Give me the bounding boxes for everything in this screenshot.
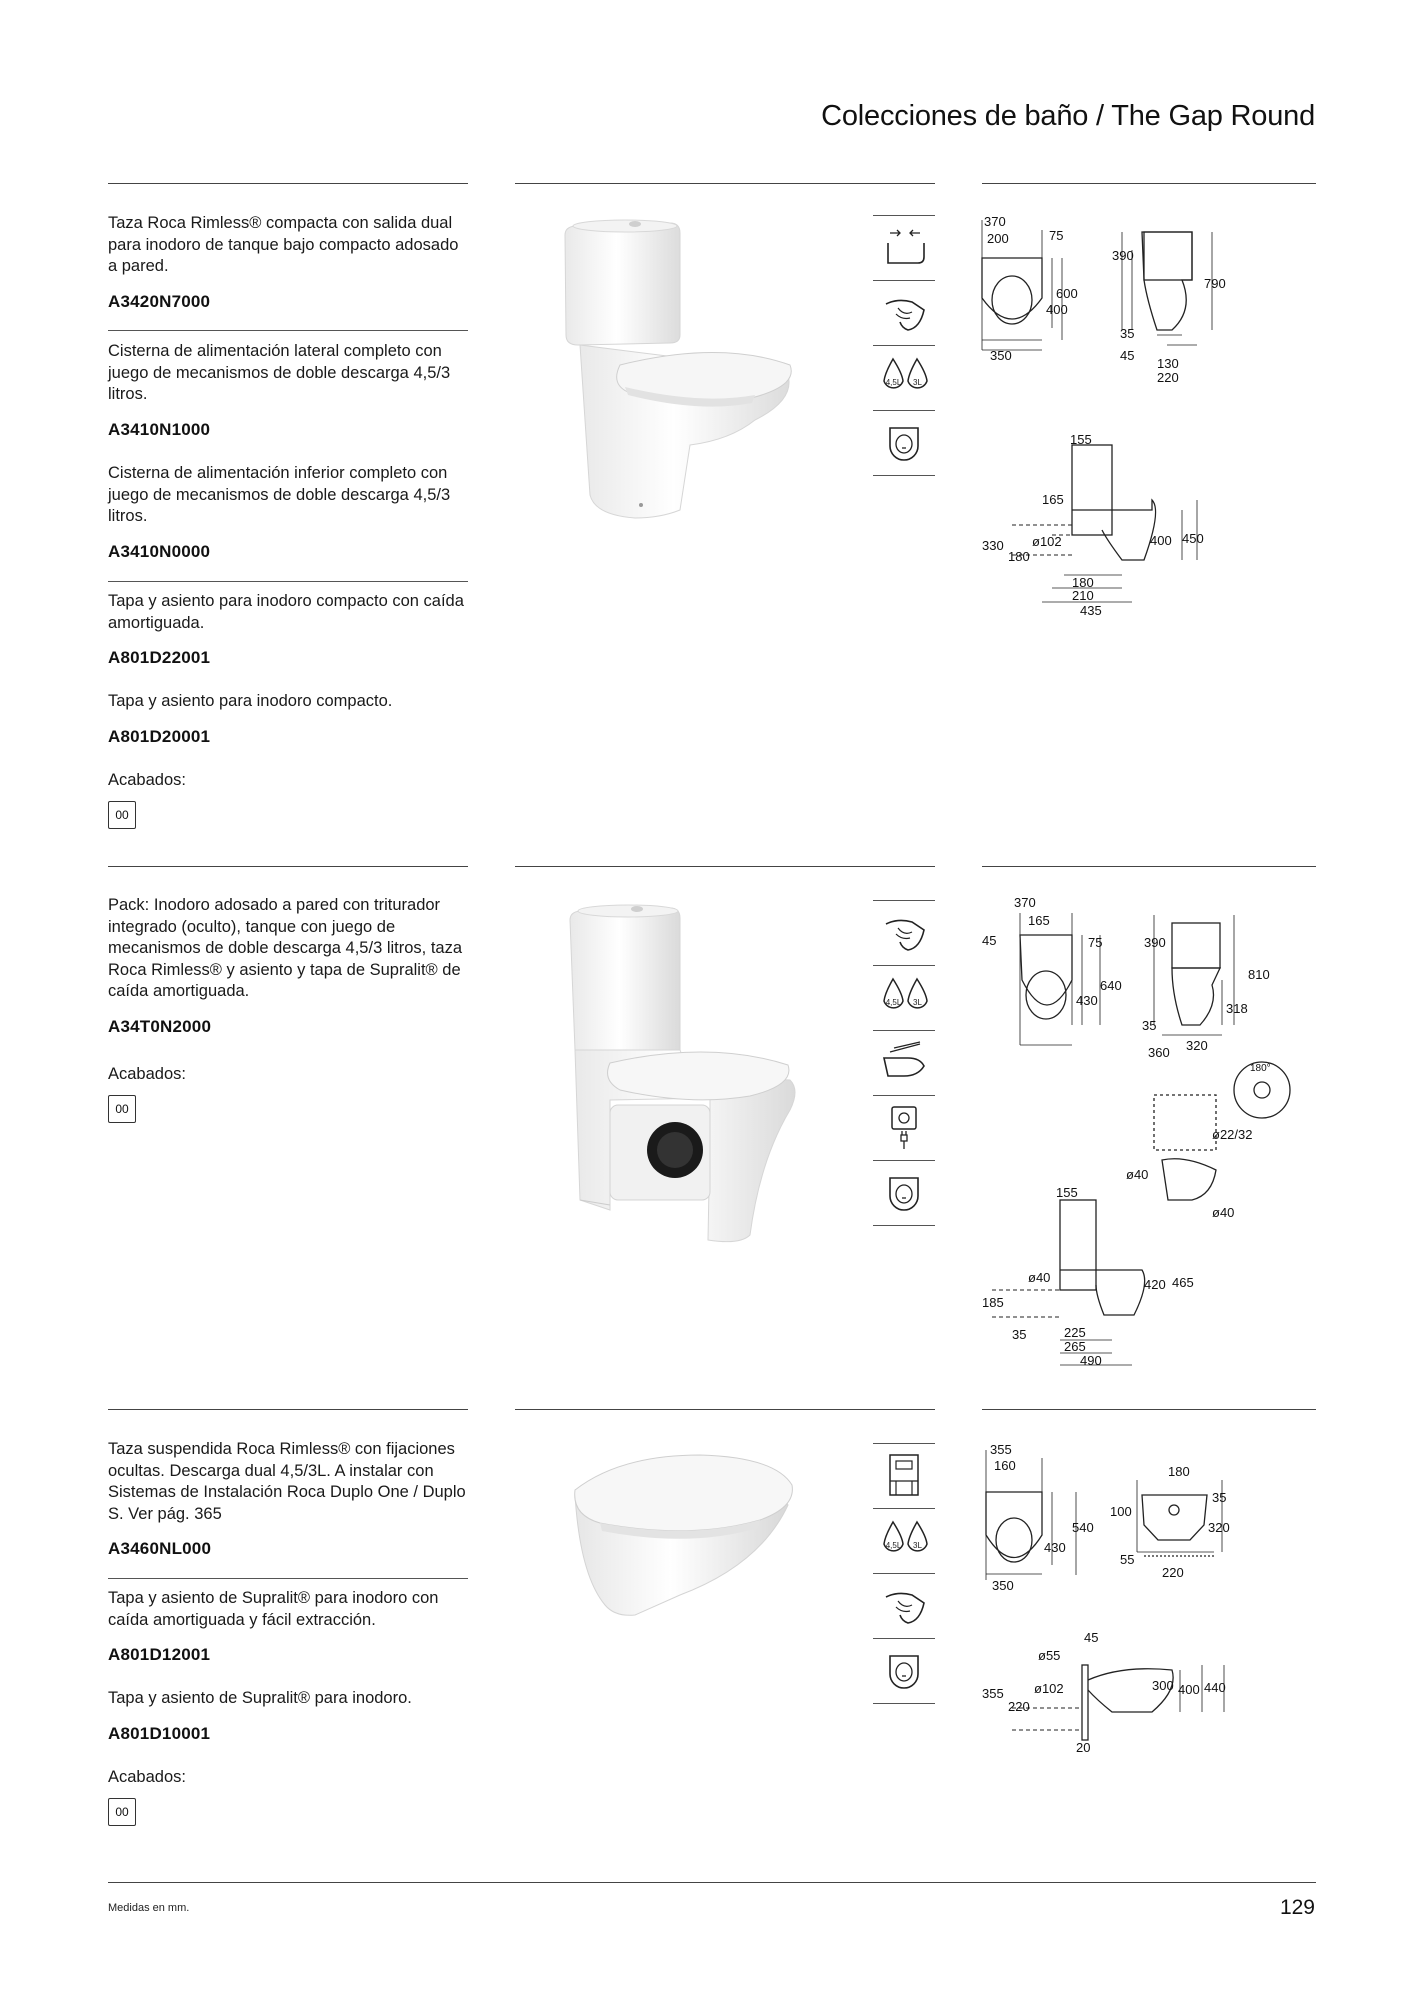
dim-label: 440 [1204,1680,1226,1695]
product-code: A3410N0000 [108,542,211,561]
dim-label: 200 [987,231,1009,246]
dim-label: 265 [1064,1339,1086,1354]
dim-label: 35 [1142,1018,1157,1033]
product-code: A3460NL000 [108,1539,212,1558]
divider [108,330,468,331]
dim-label: ø102 [1034,1681,1064,1696]
dim-label: 35 [1120,326,1135,341]
product-description: Tapa y asiento para inodoro compacto con caída amortiguada. [108,592,464,632]
dim-label: 220 [1157,370,1179,385]
product-photo [560,1445,810,1625]
divider [982,866,1316,867]
dim-label: 185 [982,1295,1004,1310]
divider [982,183,1316,184]
dim-label: ø40 [1126,1167,1149,1182]
dim-label: 180 [1008,549,1030,564]
divider [108,183,468,184]
dim-label: 370 [984,214,1006,229]
dim-label: 20 [1076,1740,1091,1755]
product-description: Taza Roca Rimless® compacta con salida dual para inodoro de tanque bajo compacto adosado a pared. [108,214,459,275]
dim-label: 390 [1144,935,1166,950]
dual-flush-icon [873,965,935,1030]
finish-swatch[interactable]: 00 [108,1095,136,1123]
dim-label: 540 [1072,1520,1094,1535]
dim-label: 300 [1152,1678,1174,1693]
dim-label: 75 [1049,228,1064,243]
page-number: 129 [1279,1896,1315,1919]
dim-label: 330 [982,538,1004,553]
dim-label: 350 [990,348,1012,363]
finishes-label: Acabados: [108,771,186,789]
dim-label: 435 [1080,603,1102,618]
dim-label: 75 [1088,935,1103,950]
divider [108,581,468,582]
flush-volume-b: 3L [913,378,922,387]
dim-label: 390 [1112,248,1134,263]
flush-volume-b: 3L [913,998,922,1007]
dim-label: 45 [982,933,997,948]
dim-label: ø40 [1212,1205,1235,1220]
dim-label: 35 [1012,1327,1027,1342]
dim-label: 155 [1070,432,1092,447]
finish-swatch[interactable]: 00 [108,1798,136,1826]
dim-label: ø55 [1038,1648,1061,1663]
product-description: Cisterna de alimentación lateral completo con juego de mecanismos de doble descarga 4,5/3 litros. [108,342,451,403]
product-description: Tapa y asiento para inodoro compacto. [108,692,393,710]
dim-label: 180 [1072,575,1094,590]
dual-flush-icon [873,1508,935,1573]
divider [873,1703,935,1704]
dim-label: 220 [1162,1565,1184,1580]
product-code: A801D22001 [108,648,211,667]
footer-note: Medidas en mm. [108,1902,190,1914]
installation-frame-icon [873,1443,935,1508]
divider [108,1578,468,1579]
finish-swatch[interactable]: 00 [108,801,136,829]
dim-label: 450 [1182,531,1204,546]
wall-mount-icon [873,1030,935,1095]
product-code: A3420N7000 [108,292,211,311]
soft-close-seat-icon [873,1638,935,1703]
flush-volume-a: 4,5L [885,1541,902,1550]
flush-volume-b: 3L [913,1541,922,1550]
dim-label: ø40 [1028,1270,1051,1285]
dim-label: ø102 [1032,534,1062,549]
dim-label: 360 [1148,1045,1170,1060]
divider [982,1409,1316,1410]
dim-label: 55 [1120,1552,1135,1567]
technical-drawing [972,1440,1312,1760]
product-description: Cisterna de alimentación inferior completo con juego de mecanismos de doble descarga 4,5/3 litros. [108,464,451,525]
dim-label: ø22/32 [1212,1127,1253,1142]
dim-label: 155 [1056,1185,1078,1200]
dim-label: 320 [1208,1520,1230,1535]
divider [515,1409,935,1410]
dim-label: 165 [1042,492,1064,507]
dim-label: 350 [992,1578,1014,1593]
dim-label: 130 [1157,356,1179,371]
dim-label: 600 [1056,286,1078,301]
page-title: Colecciones de baño / The Gap Round [821,100,1315,132]
dual-outlet-icon [873,215,935,280]
product-description: Taza suspendida Roca Rimless® con fijaciones ocultas. Descarga dual 4,5/3L. A instalar con Sistemas de Instalación Roca Duplo One / Duplo S. Ver pág. 365 [108,1440,466,1523]
soft-close-seat-icon [873,410,935,475]
product-description: Tapa y asiento de Supralit® para inodoro con caída amortiguada y fácil extracción. [108,1589,439,1629]
dim-label: 100 [1110,1504,1132,1519]
finishes-label: Acabados: [108,1768,186,1786]
dim-label: 400 [1150,533,1172,548]
dim-label: 320 [1186,1038,1208,1053]
finishes-label: Acabados: [108,1065,186,1083]
dim-label: 35 [1212,1490,1227,1505]
divider [515,866,935,867]
technical-drawing [972,895,1312,1375]
dim-label: 810 [1248,967,1270,982]
dim-label: 355 [990,1442,1012,1457]
dim-label: 430 [1044,1540,1066,1555]
product-code: A801D10001 [108,1724,211,1743]
dim-label: 370 [1014,895,1036,910]
dim-label: 465 [1172,1275,1194,1290]
product-code: A3410N1000 [108,420,211,439]
rimless-flush-icon [873,1573,935,1638]
product-photo [540,215,820,555]
product-description: Tapa y asiento de Supralit® para inodoro. [108,1689,412,1707]
product-description: Pack: Inodoro adosado a pared con triturador integrado (oculto), tanque con juego de mecanismos de doble descarga 4,5/3 litros, taza Roca Rimless® y asiento y tapa de Supralit® de caída amortiguada. [108,896,463,1000]
dim-label: 400 [1178,1682,1200,1697]
power-socket-icon [873,1095,935,1160]
divider [108,866,468,867]
product-code: A801D12001 [108,1645,211,1664]
product-code: A34T0N2000 [108,1017,212,1036]
footer-divider [108,1882,1316,1883]
flush-volume-a: 4,5L [885,998,902,1007]
dim-label: 45 [1084,1630,1099,1645]
flush-volume-a: 4,5L [885,378,902,387]
dim-label: 165 [1028,913,1050,928]
dim-label: 355 [982,1686,1004,1701]
dim-label: 160 [994,1458,1016,1473]
soft-close-seat-icon [873,1160,935,1225]
dual-flush-icon [873,345,935,410]
product-code: A801D20001 [108,727,211,746]
dim-label: 790 [1204,276,1226,291]
dim-label: 490 [1080,1353,1102,1368]
dim-label: 220 [1008,1699,1030,1714]
dim-label: 420 [1144,1277,1166,1292]
dim-label: 640 [1100,978,1122,993]
dim-label: 430 [1076,993,1098,1008]
dim-label: 225 [1064,1325,1086,1340]
dim-label: 180 [1168,1464,1190,1479]
dim-label: 210 [1072,588,1094,603]
dim-label: 45 [1120,348,1135,363]
rimless-flush-icon [873,900,935,965]
divider [108,1409,468,1410]
divider [515,183,935,184]
divider [873,475,935,476]
product-photo [540,900,820,1250]
rimless-flush-icon [873,280,935,345]
dim-label: 318 [1226,1001,1248,1016]
divider [873,1225,935,1226]
technical-drawing [972,210,1312,630]
dim-label: 400 [1046,302,1068,317]
dim-label: 180° [1250,1063,1271,1074]
